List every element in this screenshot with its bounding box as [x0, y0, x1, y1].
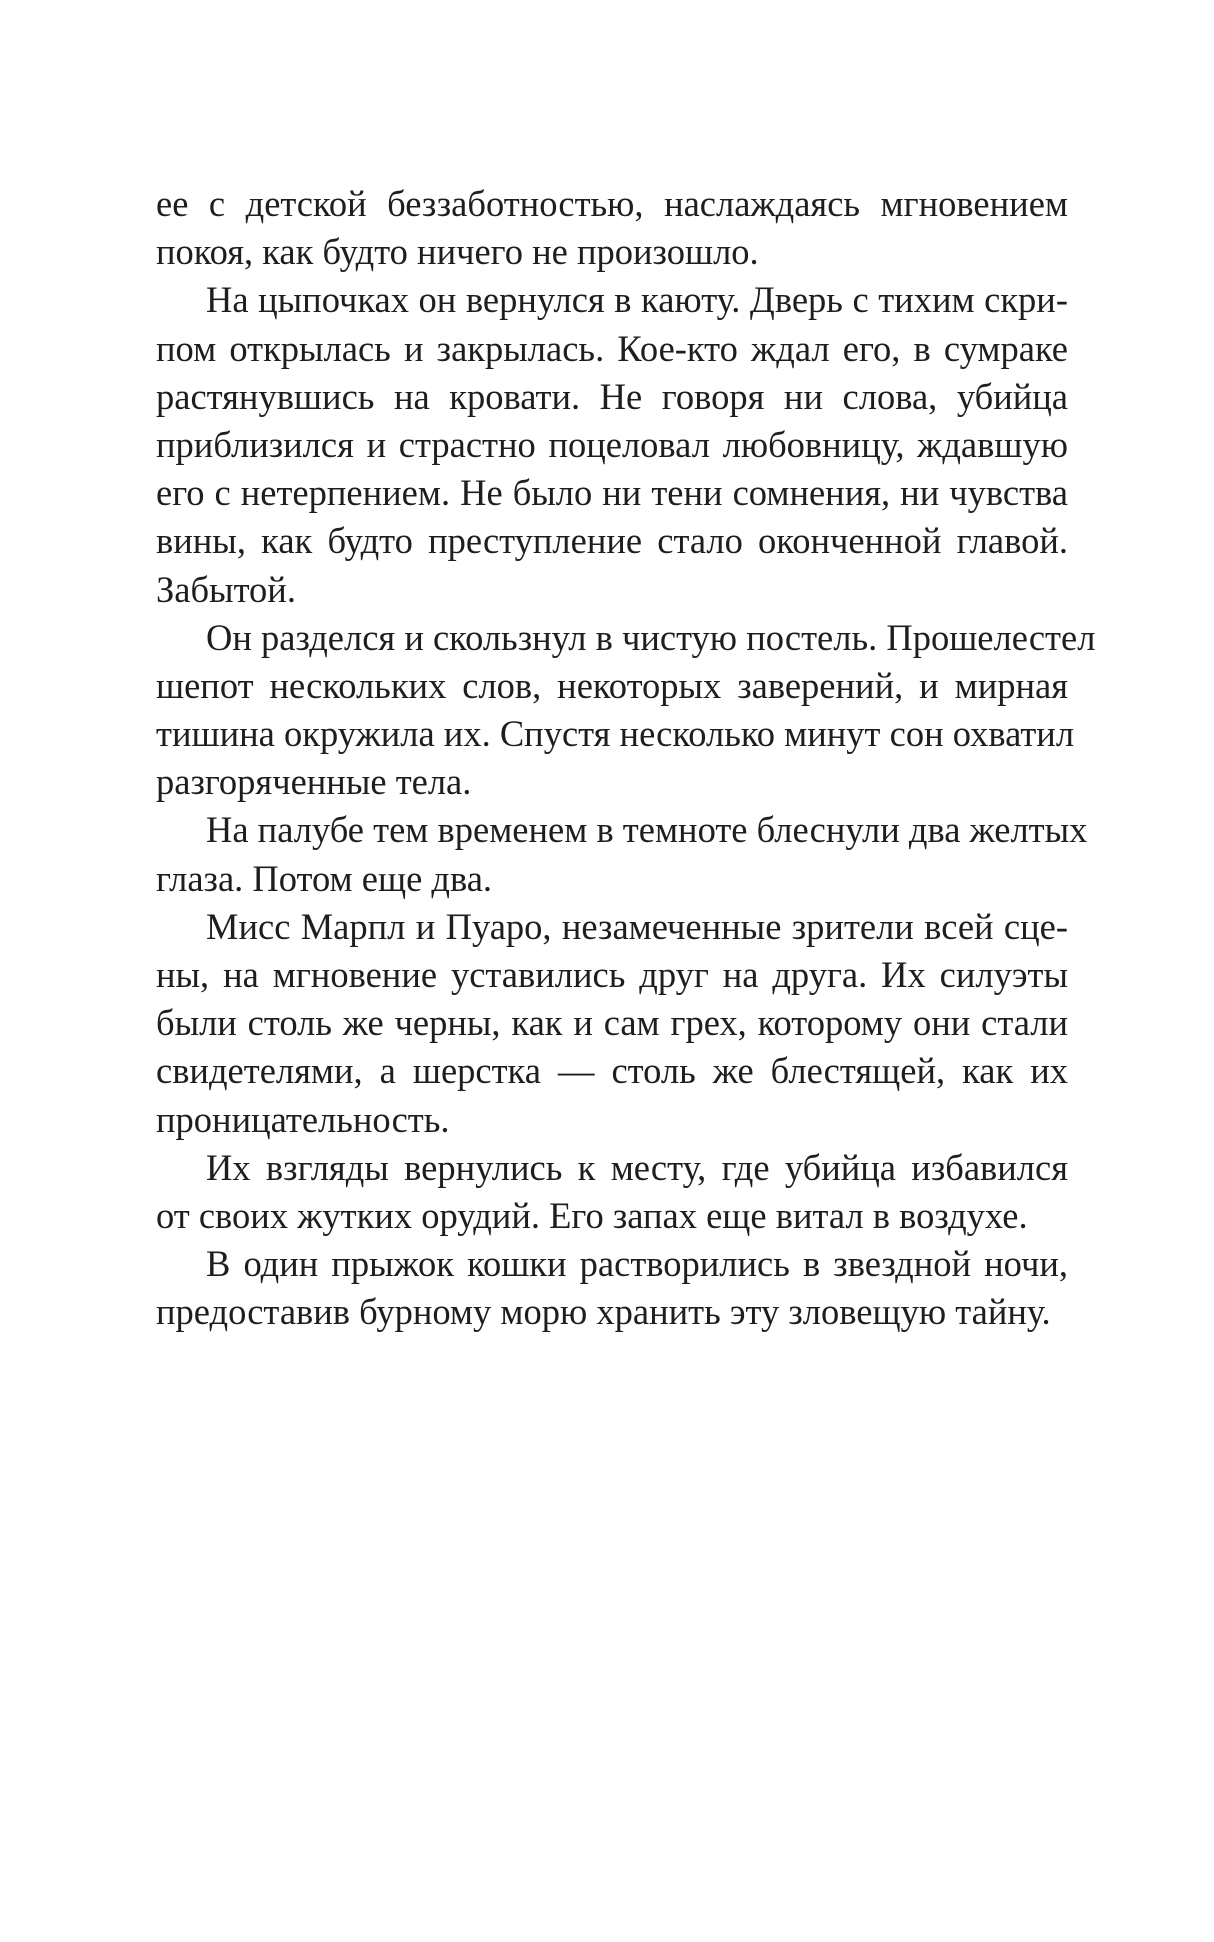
text-line: разгоряченные тела.: [156, 761, 472, 803]
text-line: тишина окружила их. Спустя несколько минут сон охватил: [156, 713, 1075, 755]
paragraph: [156, 1144, 1068, 1240]
text-line: были столь же черны, как и сам грех, которому они стали: [156, 1002, 1068, 1044]
text-line: Мисс Марпл и Пуаро, незамеченные зрители всей сце-: [206, 905, 1068, 947]
text-line: шепот нескольких слов, некоторых заверений, и мирная: [156, 664, 1068, 706]
text-line: ны, на мгновение уставились друг на друга. Их силуэты: [156, 954, 1068, 995]
text-line: Он разделся и скользнул в чистую постель. Прошелестел: [206, 616, 1096, 658]
text-line: В один прыжок кошки растворились в звездной ночи,: [206, 1243, 1068, 1285]
text-line: пом открылась и закрылась. Кое-кто ждал его, в сумраке: [156, 327, 1068, 369]
paragraph: [156, 614, 1096, 807]
paragraph: [156, 806, 1088, 902]
paragraph: [156, 276, 1068, 613]
text-line: его с нетерпением. Не было ни тени сомнения, ни чувства: [156, 472, 1068, 514]
page-body-text: [156, 180, 1096, 1337]
text-line: вины, как будто преступление стало оконченной главой.: [156, 520, 1068, 562]
text-line: На палубе тем временем в темноте блеснули два желтых: [206, 809, 1088, 851]
text-line: проницательность.: [156, 1098, 450, 1140]
text-line: свидетелями, а шерстка — столь же блестящей, как их: [156, 1050, 1068, 1092]
text-line: На цыпочках он вернулся в каюту. Дверь с тихим скри-: [206, 279, 1068, 321]
text-line: предоставив бурному морю хранить эту зловещую тайну.: [156, 1291, 1051, 1333]
text-line: растянувшись на кровати. Не говоря ни слова, убийца: [156, 375, 1068, 417]
paragraph: [156, 903, 1068, 1144]
text-line: от своих жутких орудий. Его запах еще витал в воздухе.: [156, 1194, 1028, 1236]
text-line: глаза. Потом еще два.: [156, 857, 493, 899]
paragraph: [156, 180, 1068, 276]
text-line: ее с детской беззаботностью, наслаждаясь мгновением: [156, 183, 1068, 224]
text-line: приблизился и страстно поцеловал любовницу, ждавшую: [156, 423, 1068, 465]
text-line: Забытой.: [156, 568, 296, 610]
text-line: покоя, как будто ничего не произошло.: [156, 231, 759, 273]
paragraph: [156, 1240, 1068, 1336]
text-line: Их взгляды вернулись к месту, где убийца избавился: [206, 1146, 1068, 1188]
